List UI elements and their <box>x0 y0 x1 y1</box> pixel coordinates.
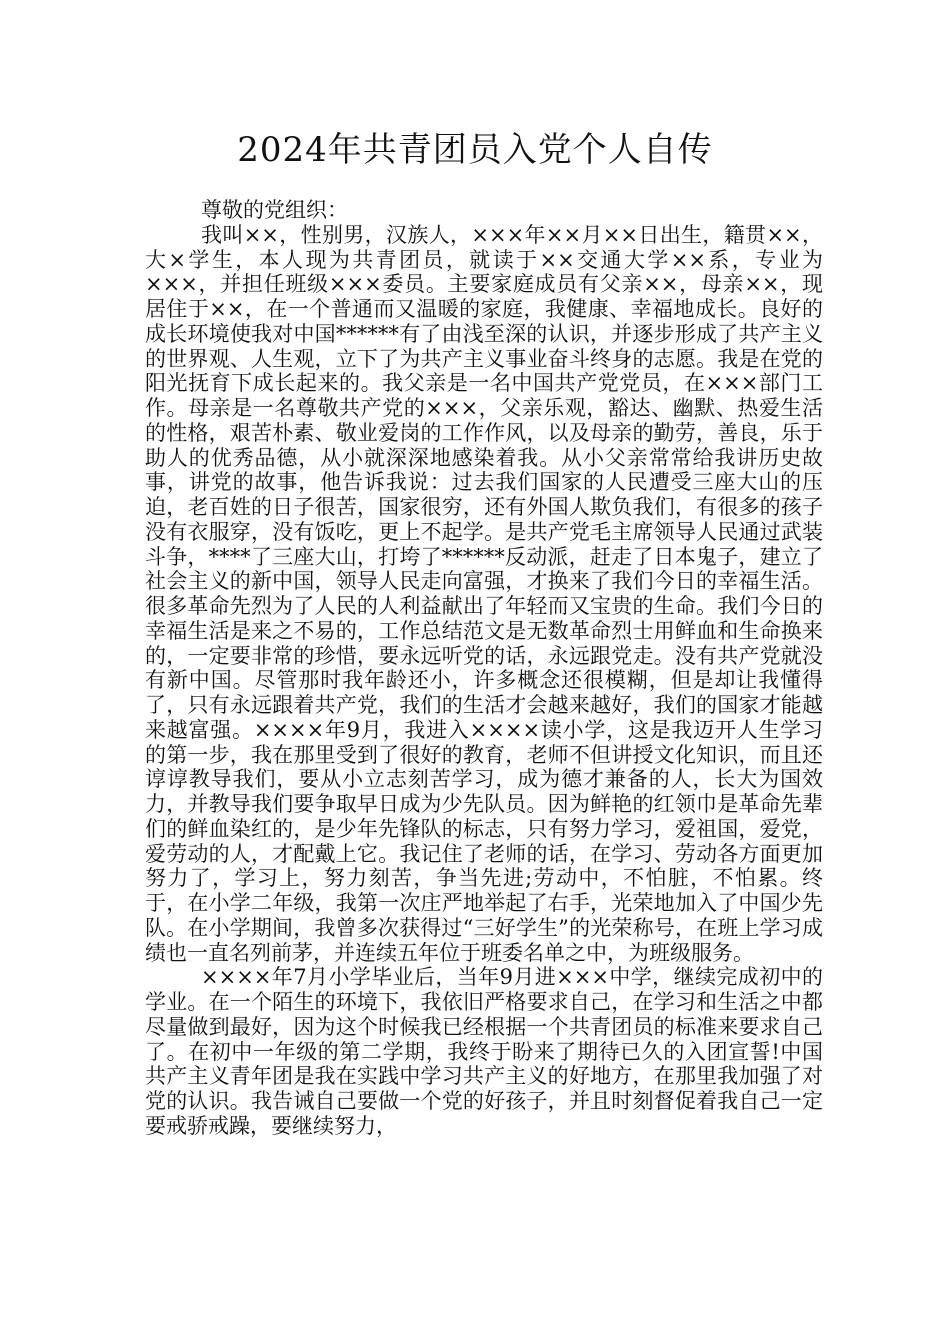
paragraph-1: 我叫××，性别男，汉族人，×××年××月××日出生，籍贯××，大×学生，本人现为共青团员，就读于××交通大学××系，专业为×××，并担任班级×××委员。主要家庭成员有父亲××，母亲××，现居住于××，在一个普通而又温暖的家庭，我健康、幸福地成长。良好的成长环境使我对中国******有了由浅至深的认识，并逐步形成了共产主义的世界观、人生观，立下了为共产主义事业奋斗终身的志愿。我是在党的阳光抚育下成长起来的。我父亲是一名中国共产党党员，在×××部门工作。母亲是一名尊敬共产党的×××，父亲乐观，豁达、幽默、热爱生活的性格，艰苦朴素、敬业爱岗的工作作风，以及母亲的勤劳，善良，乐于助人的优秀品德，从小就深深地感染着我。从小父亲常常给我讲历史故事，讲党的故事，他告诉我说：过去我们国家的人民遭受三座大山的压迫，老百姓的日子很苦，国家很穷，还有外国人欺负我们，有很多的孩子没有衣服穿，没有饭吃，更上不起学。是共产党毛主席领导人民通过武装斗争，****了三座大山，打垮了******反动派，赶走了日本鬼子，建立了社会主义的新中国，领导人民走向富强，才换来了我们今日的幸福生活。很多革命先烈为了人民的人利益献出了年轻而又宝贵的生命。我们今日的幸福生活是来之不易的，工作总结范文是无数革命烈士用鲜血和生命换来的，一定要非常的珍惜，要永远听党的话，永远跟党走。没有共产党就没有新中国。尽管那时我年龄还小，许多概念还很模糊，但是却让我懂得了，只有永远跟着共产党，我们的生活才会越来越好，我们的国家才能越来越富强。××××年9月，我进入××××读小学，这是我迈开人生学习的第一步，我在那里受到了很好的教育，老师不但讲授文化知识，而且还谆谆教导我们，要从小立志刻苦学习，成为德才兼备的人，长大为国效力，并教导我们要争取早日成为少先队员。因为鲜艳的红领巾是革命先辈们的鲜血染红的，是少年先锋队的标志，只有努力学习，爱祖国，爱党，爱劳动的人，才配戴上它。我记住了老师的话，在学习、劳动各方面更加努力了，学习上，努力刻苦，争当先进;劳动中，不怕脏，不怕累。终于，在小学二年级，我第一次庄严地举起了右手，光荣地加入了中国少先队。在小学期间，我曾多次获得过“三好学生”的光荣称号，在班上学习成绩也一直名列前茅，并连续五年位于班委名单之中，为班级服务。 <box>145 222 823 965</box>
salutation: 尊敬的党组织： <box>201 198 348 222</box>
document-body <box>145 198 823 1139</box>
document-title: 2024年共青团员入党个人自传 <box>237 130 713 170</box>
paragraph-2: ××××年7月小学毕业后，当年9月进×××中学，继续完成初中的学业。在一个陌生的环境下，我依旧严格要求自己，在学习和生活之中都尽量做到最好，因为这个时候我已经根据一个共青团员的标准来要求自己了。在初中一年级的第二学期，我终于盼来了期待已久的入团宣誓!中国共产主义青年团是我在实践中学习共产主义的好地方，在那里我加强了对党的认识。我告诫自己要做一个党的好孩子，并且时刻督促着我自己一定要戒骄戒躁，要继续努力， <box>145 965 823 1138</box>
